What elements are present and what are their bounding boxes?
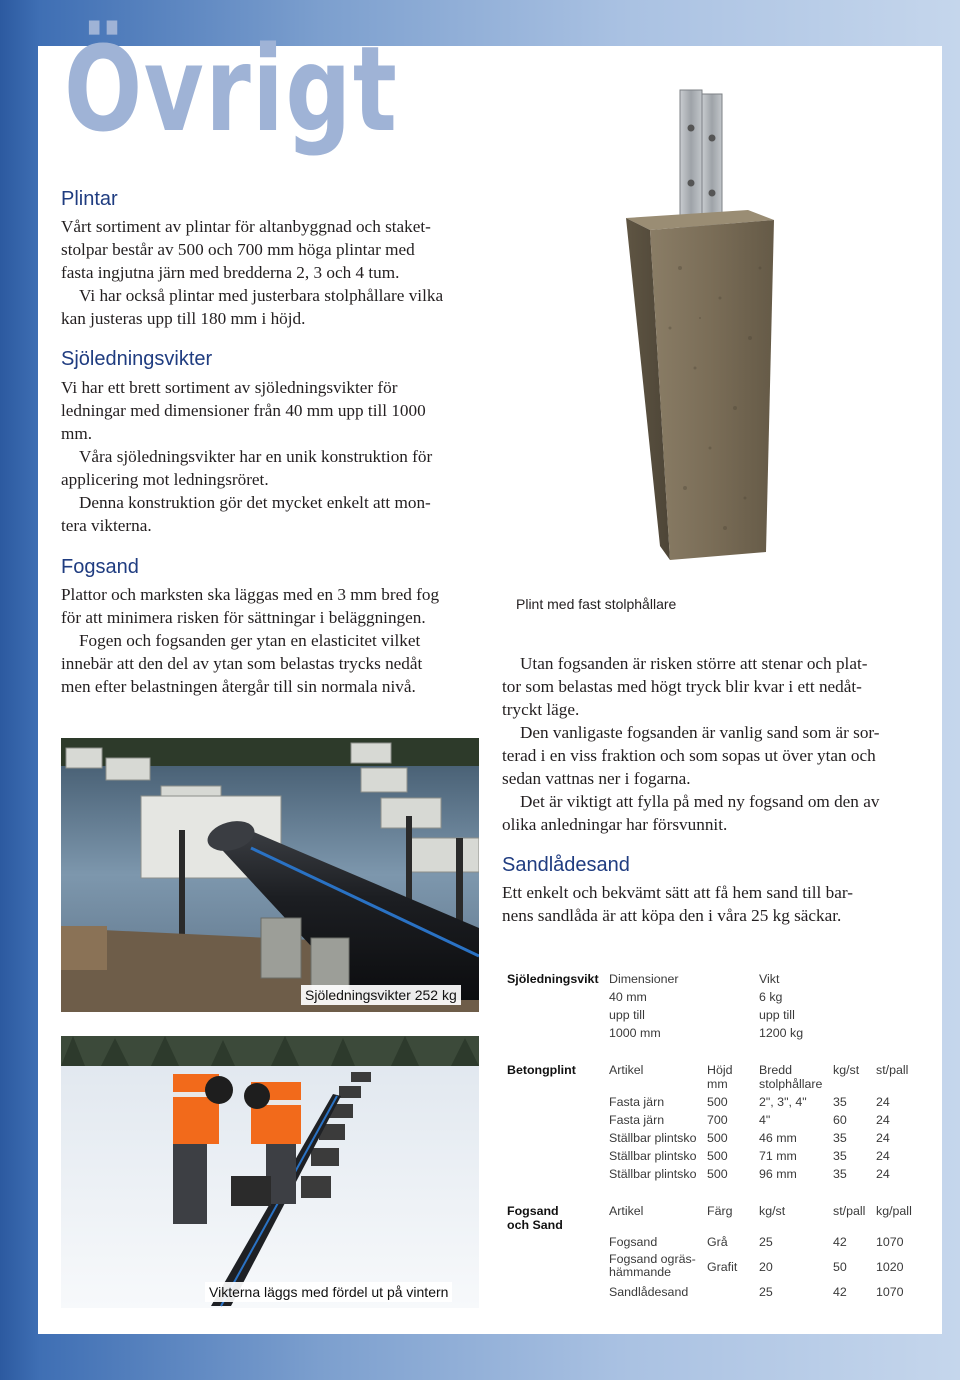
table-betong-cell: 35 bbox=[833, 1149, 847, 1163]
plint-photo-caption: Plint med fast stolphållare bbox=[516, 596, 677, 612]
table-fogsand-label: Fogsand och Sand bbox=[507, 1204, 563, 1232]
table-betong-cell: 24 bbox=[876, 1095, 890, 1109]
fogsand-line: innebär att den del av ytan som belastas trycks nedåt bbox=[61, 654, 423, 673]
winter-workers-photo-caption: Vikterna läggs med fördel ut på vintern bbox=[205, 1282, 452, 1302]
heading-plintar: Plintar bbox=[61, 188, 118, 210]
right-text bbox=[502, 652, 922, 836]
table-betong-cell: 96 mm bbox=[759, 1167, 797, 1181]
table-betong-header: Artikel bbox=[609, 1063, 644, 1077]
plintar-line: fasta ingjutna järn med bredderna 2, 3 och 4 tum. bbox=[61, 263, 400, 282]
table-fogsand-header: kg/st bbox=[759, 1204, 786, 1218]
sjoledning-line: applicering mot ledningsröret. bbox=[61, 470, 269, 489]
right-line: terad i en viss fraktion och som sopas ut över ytan och bbox=[502, 746, 876, 765]
table-fogsand-cell: Grafit bbox=[707, 1260, 738, 1274]
table-sjo-header: Dimensioner bbox=[609, 972, 679, 986]
table-betong-cell: 71 mm bbox=[759, 1149, 797, 1163]
right-line: Utan fogsanden är risken större att stenar och plat- bbox=[520, 654, 868, 673]
plint-photo bbox=[510, 68, 880, 578]
table-betong-cell: 35 bbox=[833, 1131, 847, 1145]
fogsand-line: men efter belastningen återgår till sin normala nivå. bbox=[61, 677, 416, 696]
table-betong-cell: 500 bbox=[707, 1149, 728, 1163]
table-betong-label: Betongplint bbox=[507, 1063, 576, 1077]
table-betong-cell: Fasta järn bbox=[609, 1095, 665, 1109]
table-betong-cell: Ställbar plintsko bbox=[609, 1131, 697, 1145]
sjoledning-line: tera vikterna. bbox=[61, 516, 152, 535]
right-line: olika anledningar har försvunnit. bbox=[502, 815, 728, 834]
table-betong-cell: 60 bbox=[833, 1113, 847, 1127]
table-fogsand-header: Artikel bbox=[609, 1204, 644, 1218]
table-fogsand-cell: Grå bbox=[707, 1235, 728, 1249]
sandlada-line: Ett enkelt och bekvämt sätt att få hem sand till bar- bbox=[502, 883, 853, 902]
table-fogsand-header: st/pall bbox=[833, 1204, 866, 1218]
sjoledning-line: Våra sjöledningsvikter har en unik konstruktion för bbox=[79, 447, 433, 466]
table-betong-cell: 500 bbox=[707, 1095, 728, 1109]
table-betong-cell: 2", 3", 4" bbox=[759, 1095, 807, 1109]
sjoledning-text bbox=[61, 376, 501, 537]
plintar-line: stolpar består av 500 och 700 mm höga plintar med bbox=[61, 240, 415, 259]
table-fogsand-cell: 25 bbox=[759, 1235, 773, 1249]
table-fogsand-cell: Sandlådesand bbox=[609, 1285, 689, 1299]
heading-sandladesand: Sandlådesand bbox=[502, 854, 630, 876]
table-betong-header: kg/st bbox=[833, 1063, 860, 1077]
table-sjo-cell: 1000 mm bbox=[609, 1026, 661, 1040]
table-betong-cell: 4" bbox=[759, 1113, 771, 1127]
table-sjo-cell: 1200 kg bbox=[759, 1026, 804, 1040]
table-fogsand-cell: 42 bbox=[833, 1285, 847, 1299]
table-betong-cell: 500 bbox=[707, 1131, 728, 1145]
table-sjo-cell: 6 kg bbox=[759, 990, 783, 1004]
plintar-line: Vårt sortiment av plintar för altanbyggnad och staket- bbox=[61, 217, 431, 236]
plintar-line: Vi har också plintar med justerbara stolphållare vilka bbox=[79, 286, 444, 305]
table-sjo-cell: upp till bbox=[759, 1008, 795, 1022]
right-line: tryckt läge. bbox=[502, 700, 580, 719]
heading-fogsand: Fogsand bbox=[61, 556, 139, 578]
table-betong-header: Höjd mm bbox=[707, 1063, 733, 1091]
sjoledning-line: mm. bbox=[61, 424, 93, 443]
lake-pipe-photo bbox=[61, 738, 479, 1012]
table-sjo-label: Sjöledningsvikt bbox=[507, 972, 599, 986]
table-fogsand-cell: 50 bbox=[833, 1260, 847, 1274]
sandlada-text bbox=[502, 881, 922, 927]
sjoledning-line: Denna konstruktion gör det mycket enkelt att mon- bbox=[79, 493, 431, 512]
lake-pipe-photo-caption: Sjöledningsvikter 252 kg bbox=[301, 985, 461, 1005]
fogsand-line: Fogen och fogsanden ger ytan en elasticitet vilket bbox=[79, 631, 421, 650]
table-betong-cell: 24 bbox=[876, 1113, 890, 1127]
plintar-line: kan justeras upp till 180 mm i höjd. bbox=[61, 309, 306, 328]
winter-workers-photo bbox=[61, 1036, 479, 1308]
table-betong-cell: 24 bbox=[876, 1149, 890, 1163]
table-fogsand-cell: 25 bbox=[759, 1285, 773, 1299]
table-fogsand-cell: Fogsand ogräs- hämmande bbox=[609, 1252, 696, 1279]
heading-sjoledningsvikter: Sjöledningsvikter bbox=[61, 348, 213, 370]
table-fogsand-cell: 1020 bbox=[876, 1260, 904, 1274]
table-betong-header: Bredd stolphållare bbox=[759, 1063, 823, 1091]
table-betong-cell: 24 bbox=[876, 1167, 890, 1181]
fogsand-line: för att minimera risken för sättningar i beläggningen. bbox=[61, 608, 426, 627]
right-line: Den vanligaste fogsanden är vanlig sand som är sor- bbox=[520, 723, 880, 742]
table-betong-header: st/pall bbox=[876, 1063, 909, 1077]
table-fogsand-header: kg/pall bbox=[876, 1204, 912, 1218]
table-sjo-cell: 40 mm bbox=[609, 990, 647, 1004]
table-betong-cell: 35 bbox=[833, 1167, 847, 1181]
table-betong-cell: 35 bbox=[833, 1095, 847, 1109]
table-betong-cell: Ställbar plintsko bbox=[609, 1149, 697, 1163]
right-line: Det är viktigt att fylla på med ny fogsand om den av bbox=[520, 792, 880, 811]
fogsand-text bbox=[61, 583, 501, 698]
table-betong-cell: 700 bbox=[707, 1113, 728, 1127]
table-fogsand-header: Färg bbox=[707, 1204, 733, 1218]
table-fogsand-cell: Fogsand bbox=[609, 1235, 658, 1249]
table-betong-cell: Fasta järn bbox=[609, 1113, 665, 1127]
page-title: Övrigt bbox=[64, 20, 399, 158]
plintar-text bbox=[61, 215, 501, 330]
table-betong-cell: 46 mm bbox=[759, 1131, 797, 1145]
table-betong-cell: Ställbar plintsko bbox=[609, 1167, 697, 1181]
sjoledning-line: ledningar med dimensioner från 40 mm upp till 1000 bbox=[61, 401, 426, 420]
table-fogsand-cell: 42 bbox=[833, 1235, 847, 1249]
table-betong-cell: 24 bbox=[876, 1131, 890, 1145]
table-fogsand-cell: 20 bbox=[759, 1260, 773, 1274]
fogsand-line: Plattor och marksten ska läggas med en 3 mm bred fog bbox=[61, 585, 440, 604]
sjoledning-line: Vi har ett brett sortiment av sjöledningsvikter för bbox=[61, 378, 398, 397]
table-fogsand-cell: 1070 bbox=[876, 1235, 904, 1249]
table-sjo-cell: upp till bbox=[609, 1008, 645, 1022]
sandlada-line: nens sandlåda är att köpa den i våra 25 kg säckar. bbox=[502, 906, 842, 925]
table-fogsand-cell: 1070 bbox=[876, 1285, 904, 1299]
right-line: tor som belastas med högt tryck blir kvar i ett nedåt- bbox=[502, 677, 862, 696]
right-line: sedan vattnas ner i fogarna. bbox=[502, 769, 691, 788]
table-sjo-header: Vikt bbox=[759, 972, 780, 986]
table-betong-cell: 500 bbox=[707, 1167, 728, 1181]
